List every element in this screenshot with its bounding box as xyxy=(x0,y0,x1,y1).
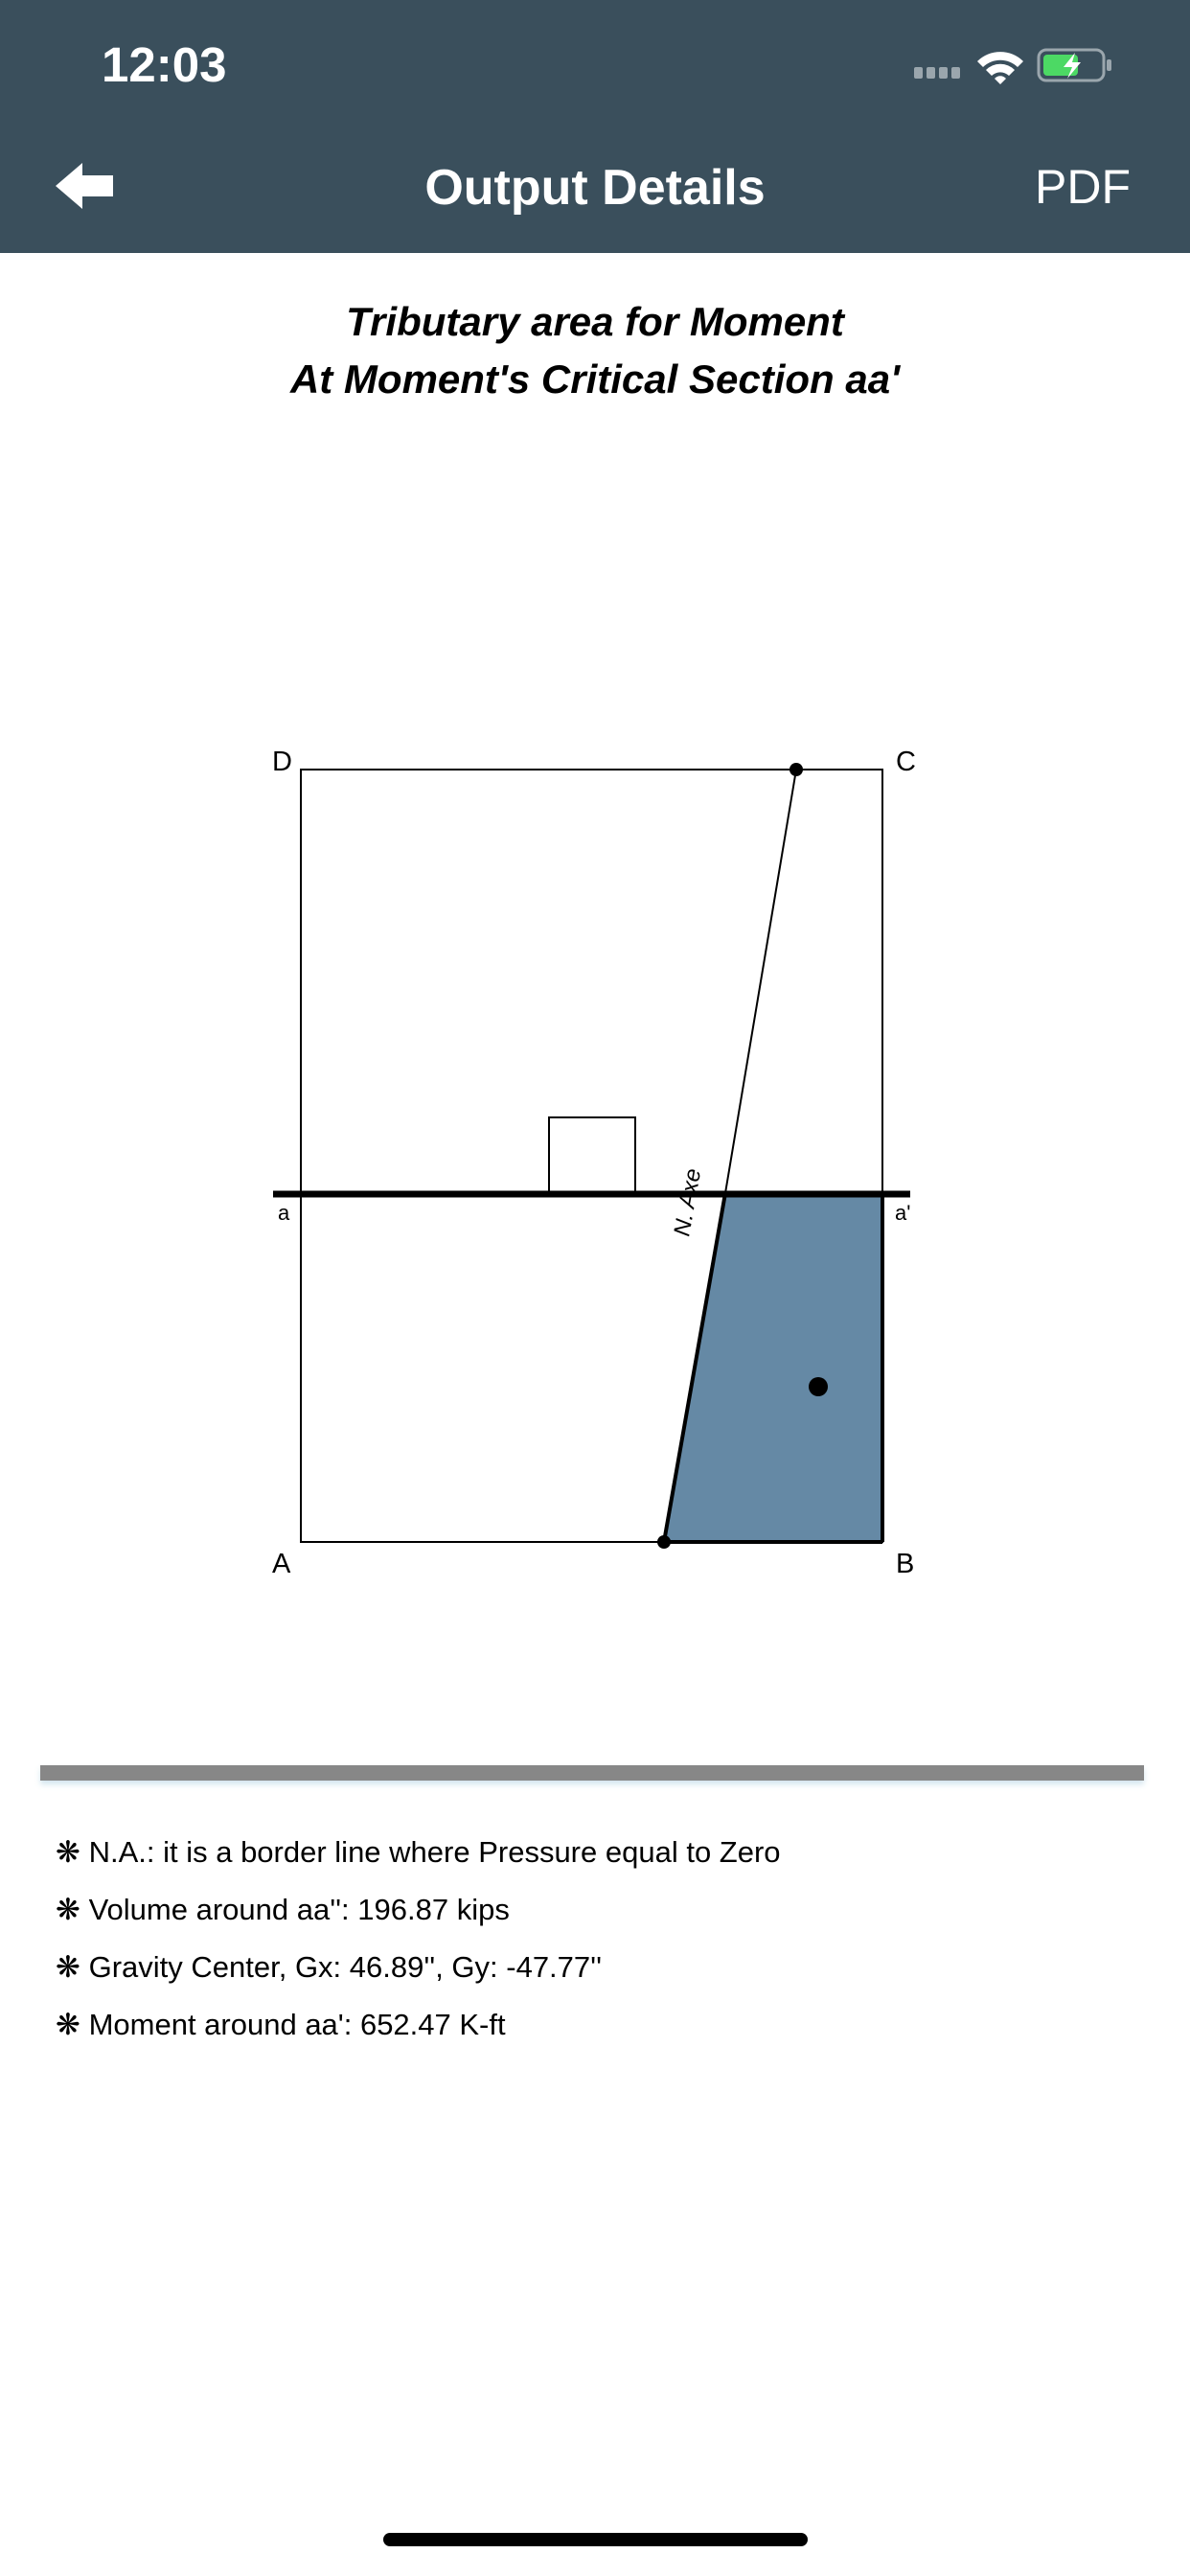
note-moment: ❋ Moment around aa': 652.47 K-ft xyxy=(56,2008,506,2041)
section-divider xyxy=(40,1765,1144,1781)
neutral-axis-line-upper xyxy=(725,770,796,1193)
tributary-area-shaded xyxy=(664,1193,882,1542)
note-neutral-axis: ❋ N.A.: it is a border line where Pressure equal to Zero xyxy=(56,1835,781,1869)
section-label-a: a xyxy=(278,1201,290,1225)
diagram-title-line1: Tributary area for Moment xyxy=(346,299,844,344)
neutral-axis-top-point xyxy=(790,763,803,776)
wifi-icon xyxy=(977,52,1023,84)
navigation-bar xyxy=(0,0,1190,253)
section-label-a-prime: a' xyxy=(895,1201,911,1225)
note-gravity-center: ❋ Gravity Center, Gx: 46.89'', Gy: -47.77'' xyxy=(56,1950,602,1984)
notes-list xyxy=(56,1828,781,2058)
corner-label-a: A xyxy=(272,1549,291,1579)
note-volume: ❋ Volume around aa'': 196.87 kips xyxy=(56,1893,510,1926)
status-icons xyxy=(914,44,1125,86)
corner-label-b: B xyxy=(896,1549,915,1579)
cellular-signal-icon xyxy=(914,67,960,79)
column-outline xyxy=(549,1117,635,1193)
tributary-area-diagram xyxy=(0,253,1190,1614)
corner-label-c: C xyxy=(896,747,916,777)
battery-charging-icon xyxy=(1039,50,1111,80)
diagram-title-line2: At Moment's Critical Section aa' xyxy=(289,356,901,402)
neutral-axis-label: N. Axe xyxy=(669,1166,707,1239)
status-time: 12:03 xyxy=(102,37,227,92)
neutral-axis-bottom-point xyxy=(657,1535,671,1549)
home-indicator[interactable] xyxy=(383,2533,808,2546)
page-title: Output Details xyxy=(424,160,766,216)
corner-label-d: D xyxy=(272,747,292,777)
pdf-button[interactable]: PDF xyxy=(1035,160,1131,214)
gravity-center-point xyxy=(809,1377,828,1396)
